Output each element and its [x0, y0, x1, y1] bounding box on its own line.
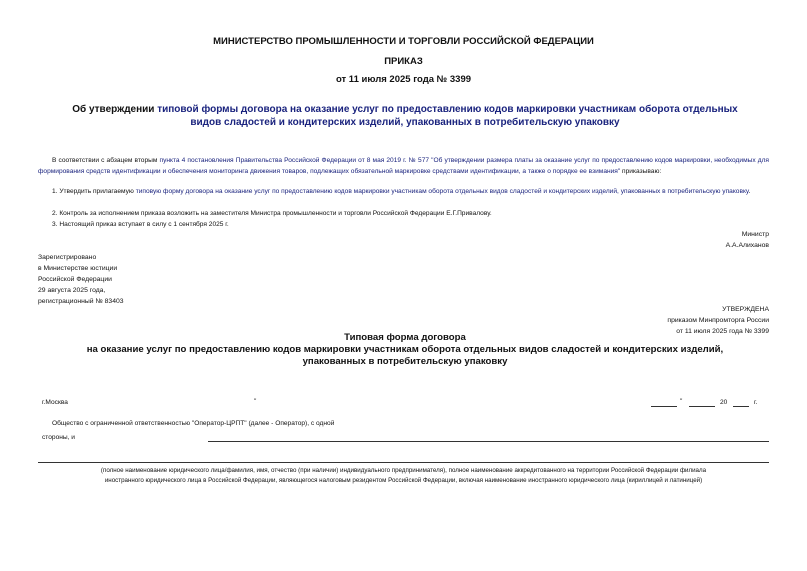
party-name-blank[interactable]: [208, 441, 769, 442]
signature-block: [726, 229, 769, 251]
signature-position: Министр: [741, 231, 769, 238]
order-item-1: [38, 187, 769, 198]
registration-line: в Министерстве юстиции: [38, 265, 118, 272]
form-title: [60, 332, 750, 368]
preamble-text: В соответствии с абзацем вторым: [52, 157, 160, 164]
form-title-line1: Типовая форма договора: [344, 332, 466, 343]
year-suffix: г.: [754, 399, 758, 406]
quote-mark: ": [680, 398, 683, 405]
ministry-name: МИНИСТЕРСТВО ПРОМЫШЛЕННОСТИ И ТОРГОВЛИ РОССИЙСКОЙ ФЕДЕРАЦИИ: [213, 36, 594, 47]
registration-line: регистрационный № 83403: [38, 298, 124, 305]
order-item-2: 2. Контроль за исполнением приказа возложить на заместителя Министра промышленности и торговли Российской Федерации Е.Г.Привалову.: [52, 210, 492, 217]
quote-mark: ": [254, 398, 257, 405]
document-title: [60, 103, 750, 129]
party-second: стороны, и: [42, 434, 75, 441]
party-fullname-blank[interactable]: [38, 462, 769, 463]
preamble-end: приказываю:: [620, 167, 662, 175]
item1-end: .: [748, 188, 751, 195]
title-prefix: Об утверждении: [72, 104, 158, 115]
year-prefix: 20: [720, 399, 728, 406]
registration-line: Зарегистрировано: [38, 254, 97, 261]
month-blank[interactable]: [689, 406, 715, 407]
order-item-3: 3. Настоящий приказ вступает в силу с 1 сентября 2025 г.: [52, 221, 229, 228]
order-type: ПРИКАЗ: [384, 56, 423, 67]
approved-line: приказом Минпромторга России: [667, 317, 769, 324]
party-operator: Общество с ограниченной ответственностью "Оператор-ЦРПТ" (далее - Оператор), с одной: [52, 420, 335, 427]
contract-city: г.Москва: [42, 399, 68, 406]
order-date: от 11 июля 2025 года № 3399: [335, 74, 472, 85]
registration-line: 29 августа 2025 года,: [38, 287, 106, 294]
form-title-line2: на оказание услуг по предоставлению кодов маркировки участникам оборота отдельных видов сладостей и кондитерских изделий, упакованных в потребительскую упаковку: [86, 344, 724, 367]
registration-block: [38, 252, 124, 307]
item1-link[interactable]: типовую форму договора на оказание услуг по предоставлению кодов маркировки участникам оборота отдельных видов сладостей и кондитерских изделий, упакованных в потребительскую упаковку: [135, 188, 749, 195]
day-blank[interactable]: [651, 406, 677, 407]
decree-link[interactable]: пункта 4 постановления Правительства Российской Федерации от 8 мая 2019 г. № 577 "Об утверждении размера платы за оказание услуг по предоставлению кодов маркировки, необходимых для формирования средств идентификации и обеспечения мониторинга движения товаров, подлежащих обязательной маркировке средствами идентификации, а также о порядке ее взимания": [38, 157, 769, 175]
title-link[interactable]: типовой формы договора на оказание услуг по предоставлению кодов маркировки участникам оборота отдельных видов сладостей и кондитерских изделий, упакованных в потребительскую упаковку: [157, 104, 738, 128]
approved-line: от 11 июля 2025 года № 3399: [676, 328, 769, 335]
item1-prefix: 1. Утвердить прилагаемую: [52, 188, 136, 195]
footnote: (полное наименование юридического лица/фамилия, имя, отчество (при наличии) индивидуального предпринимателя), полное наименование аккредитованного на территории Российской Федерации филиала иностранного юридического лица в Российской Федерации, являющегося налоговым резидентом Российской Федерации, включая наименование иностранного юридического лица (кириллицей и латиницей): [100, 467, 707, 484]
year-blank[interactable]: [733, 406, 749, 407]
signature-name: А.А.Алиханов: [725, 242, 769, 249]
preamble-paragraph: [38, 156, 769, 177]
approved-line: УТВЕРЖДЕНА: [722, 306, 769, 313]
registration-line: Российской Федерации: [38, 276, 112, 283]
